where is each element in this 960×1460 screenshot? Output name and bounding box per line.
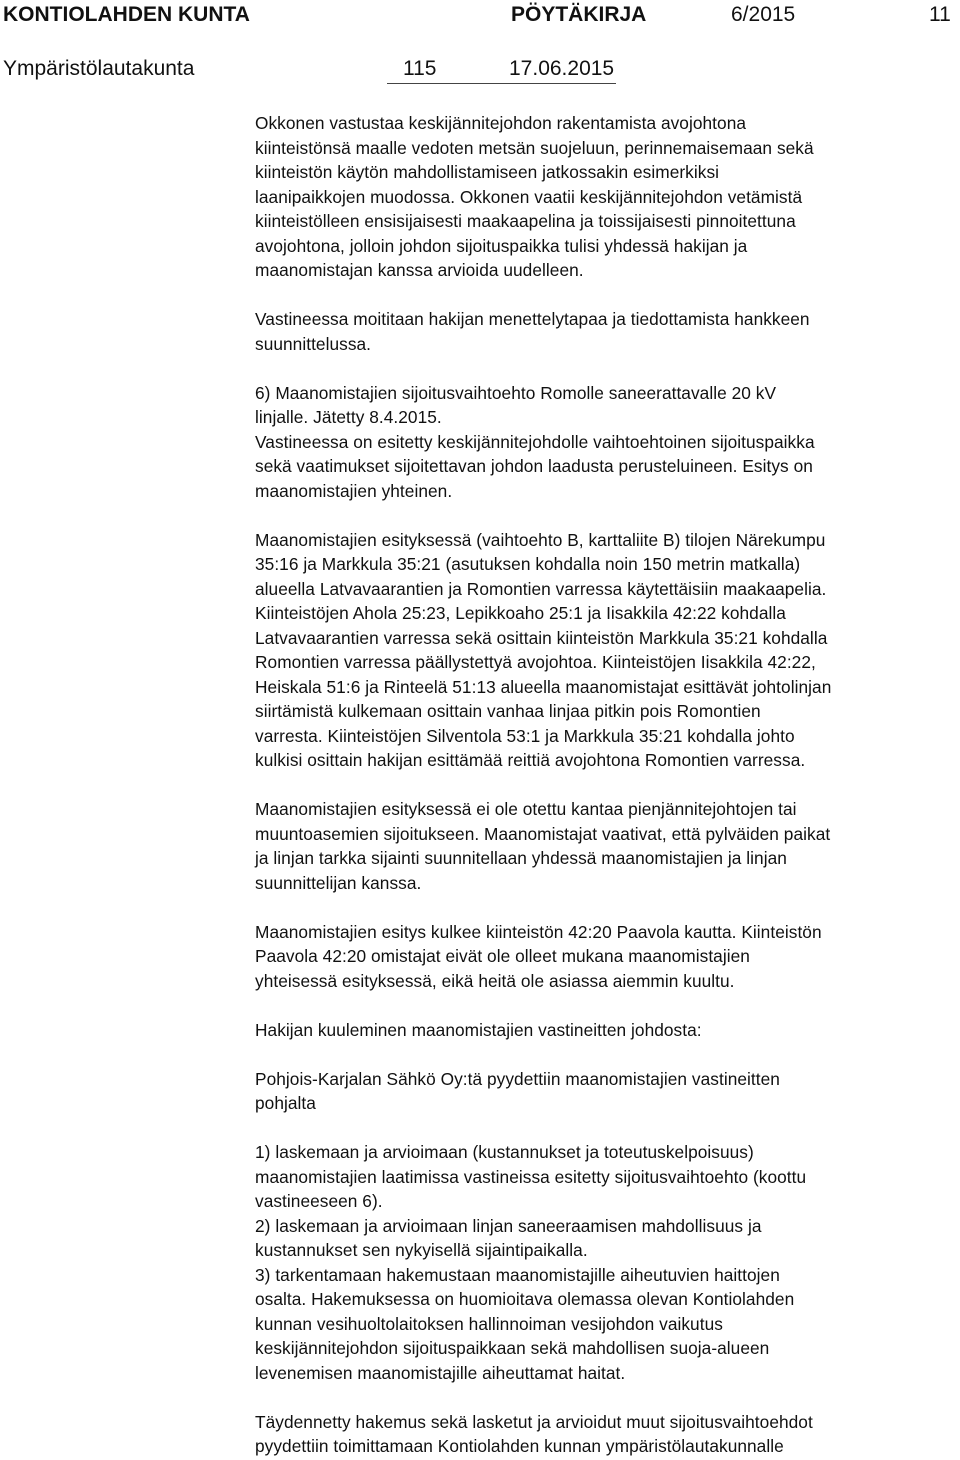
text-line: maanomistajan kanssa arvioida uudelleen. bbox=[255, 260, 584, 280]
text-line: Vastineessa on esitetty keskijännitejohdolle vaihtoehtoinen sijoituspaikka bbox=[255, 431, 815, 452]
paragraph-gap bbox=[255, 1042, 959, 1067]
text-line: Maanomistajien esitys kulkee kiinteistön 42:20 Paavola kautta. Kiinteistön bbox=[255, 921, 822, 942]
paragraph-okkonen-objection bbox=[255, 111, 959, 283]
text-line: osalta. Hakemuksessa on huomioitava olemassa olevan Kontiolahden bbox=[255, 1289, 795, 1309]
text-line: alueella Latvavaarantien ja Romontien varressa käytettäisiin maakaapelia. bbox=[255, 578, 827, 599]
header-divider bbox=[387, 83, 616, 84]
text-line: levenemisen maanomistajille aiheuttamat haitat. bbox=[255, 1362, 626, 1383]
section-number: 115 bbox=[403, 57, 437, 80]
text-line: Vastineessa moititaan hakijan menettelytapaa ja tiedottamista hankkeen bbox=[255, 309, 810, 329]
municipality-name: KONTIOLAHDEN KUNTA bbox=[3, 3, 250, 26]
text-line: Romontien varressa päällystettyä avojohtoa. Kiinteistöjen Iisakkila 42:22, bbox=[255, 652, 816, 672]
text-line: Maanomistajien esityksessä ei ole otettu kantaa pienjännitejohtojen tai bbox=[255, 799, 797, 819]
document-type: PÖYTÄKIRJA bbox=[511, 3, 647, 26]
text-line: Täydennetty hakemus sekä lasketut ja arvioidut muut sijoitusvaihtoehdot bbox=[255, 1411, 813, 1432]
text-line: kulkisi osittain hakijan esittämää reittiä avojohtona Romontien varressa. bbox=[255, 750, 806, 770]
text-line: suunnittelijan kanssa. bbox=[255, 872, 422, 893]
text-line: yhteisessä esityksessä, eikä heitä ole asiassa aiemmin kuultu. bbox=[255, 970, 735, 991]
text-line: kiinteistönsä maalle vedoten metsän suojeluun, perinnemaisemaan sekä bbox=[255, 137, 814, 158]
text-line: pohjalta bbox=[255, 1093, 316, 1113]
text-line: vastineeseen 6). bbox=[255, 1191, 383, 1211]
paragraph-supplemented-application bbox=[255, 1410, 959, 1459]
text-line: kustannukset sen nykyisellä sijaintipaikalla. bbox=[255, 1240, 588, 1260]
paragraph-gap bbox=[255, 895, 959, 920]
text-line: 3) tarkentamaan hakemustaan maanomistajille aiheutuvien haittojen bbox=[255, 1264, 780, 1285]
text-line: ja linjan tarkka sijainti suunnitellaan yhdessä maanomistajien ja linjan bbox=[255, 848, 787, 868]
paragraph-gap bbox=[255, 356, 959, 381]
text-line: Pohjois-Karjalan Sähkö Oy:tä pyydettiin maanomistajien vastineitten bbox=[255, 1068, 780, 1089]
text-line: avojohtona, jolloin johdon sijoituspaikka tulisi yhdessä hakijan ja bbox=[255, 235, 748, 256]
text-line: maanomistajien laatimissa vastineissa esitetty sijoitusvaihtoehto (koottu bbox=[255, 1166, 807, 1187]
text-line: siirtämistä kulkemaan osittain vanhaa linjaa pitkin pois Romontien bbox=[255, 701, 761, 721]
paragraph-procedure-criticism bbox=[255, 307, 959, 356]
paragraph-gap bbox=[255, 773, 959, 798]
text-line: Paavola 42:20 omistajat eivät ole olleet mukana maanomistajien bbox=[255, 946, 750, 966]
text-line: kiinteistölleen ensisijaisesti maakaapelina ja toissijaisesti pinnoitettuna bbox=[255, 211, 796, 231]
paragraph-request-intro bbox=[255, 1067, 959, 1116]
text-line: Latvavaarantien varressa sekä osittain kiinteistön Markkula 35:21 kohdalla bbox=[255, 627, 828, 648]
text-line: 6) Maanomistajien sijoitusvaihtoehto Romolle saneerattavalle 20 kV bbox=[255, 382, 777, 403]
paragraph-gap bbox=[255, 283, 959, 308]
text-line: linjalle. Jätetty 8.4.2015. bbox=[255, 407, 442, 427]
text-line: Hakijan kuuleminen maanomistajien vastineitten johdosta: bbox=[255, 1019, 702, 1040]
paragraph-gap bbox=[255, 993, 959, 1018]
text-line: Maanomistajien esityksessä (vaihtoehto B, karttaliite B) tilojen Närekumpu bbox=[255, 529, 826, 550]
text-line: Okkonen vastustaa keskijännitejohdon rakentamista avojohtona bbox=[255, 113, 747, 133]
board-name: Ympäristölautakunta bbox=[3, 57, 195, 80]
text-line: suunnittelussa. bbox=[255, 333, 372, 354]
text-line: laanipaikkojen muodossa. Okkonen vaatii keskijännitejohdon vetämistä bbox=[255, 186, 803, 207]
text-line: varresta. Kiinteistöjen Silventola 53:1 ja Markkula 35:21 kohdalla johto bbox=[255, 725, 795, 746]
meeting-date: 17.06.2015 bbox=[509, 57, 615, 80]
text-line: kunnan vesihuoltolaitoksen hallinnoiman vesijohdon vaikutus bbox=[255, 1313, 723, 1334]
text-line: 2) laskemaan ja arvioimaan linjan saneeraamisen mahdollisuus ja bbox=[255, 1215, 762, 1236]
paragraph-landowner-proposal bbox=[255, 528, 959, 773]
paragraph-request-list bbox=[255, 1140, 959, 1385]
paragraph-applicant-hearing-heading bbox=[255, 1018, 959, 1043]
text-line: maanomistajien yhteinen. bbox=[255, 480, 453, 501]
text-line: Kiinteistöjen Ahola 25:23, Lepikkoaho 25:1 ja Iisakkila 42:22 kohdalla bbox=[255, 603, 786, 623]
text-line: muuntoasemien sijoitukseen. Maanomistajat vaativat, että pylväiden paikat bbox=[255, 823, 831, 844]
issue-number: 6/2015 bbox=[731, 3, 796, 26]
paragraph-paavola-note bbox=[255, 920, 959, 994]
text-line: kiinteistön käytön mahdollistamiseen jatkossakin esimerkiksi bbox=[255, 162, 720, 182]
text-line: pyydettiin toimittamaan Kontiolahden kunnan ympäristölautakunnalle bbox=[255, 1436, 784, 1456]
text-line: 35:16 ja Markkula 35:21 (asutuksen kohdalla noin 150 metrin matkalla) bbox=[255, 554, 801, 574]
paragraph-gap bbox=[255, 503, 959, 528]
paragraph-gap bbox=[255, 1116, 959, 1141]
text-line: Heiskala 51:6 ja Rinteelä 51:13 alueella maanomistajat esittävät johtolinjan bbox=[255, 676, 832, 697]
paragraph-alternative-routing bbox=[255, 381, 959, 504]
text-line: 1) laskemaan ja arvioimaan (kustannukset ja toteutuskelpoisuus) bbox=[255, 1142, 754, 1162]
text-line: keskijännitejohdon sijoituspaikkaan sekä mahdollisen suoja-alueen bbox=[255, 1338, 770, 1358]
paragraph-low-voltage-note bbox=[255, 797, 959, 895]
text-line: sekä vaatimukset sijoitettavan johdon laadusta perusteluineen. Esitys on bbox=[255, 456, 813, 476]
document-body bbox=[255, 111, 959, 1459]
paragraph-gap bbox=[255, 1385, 959, 1410]
page-number: 11 bbox=[929, 3, 951, 26]
